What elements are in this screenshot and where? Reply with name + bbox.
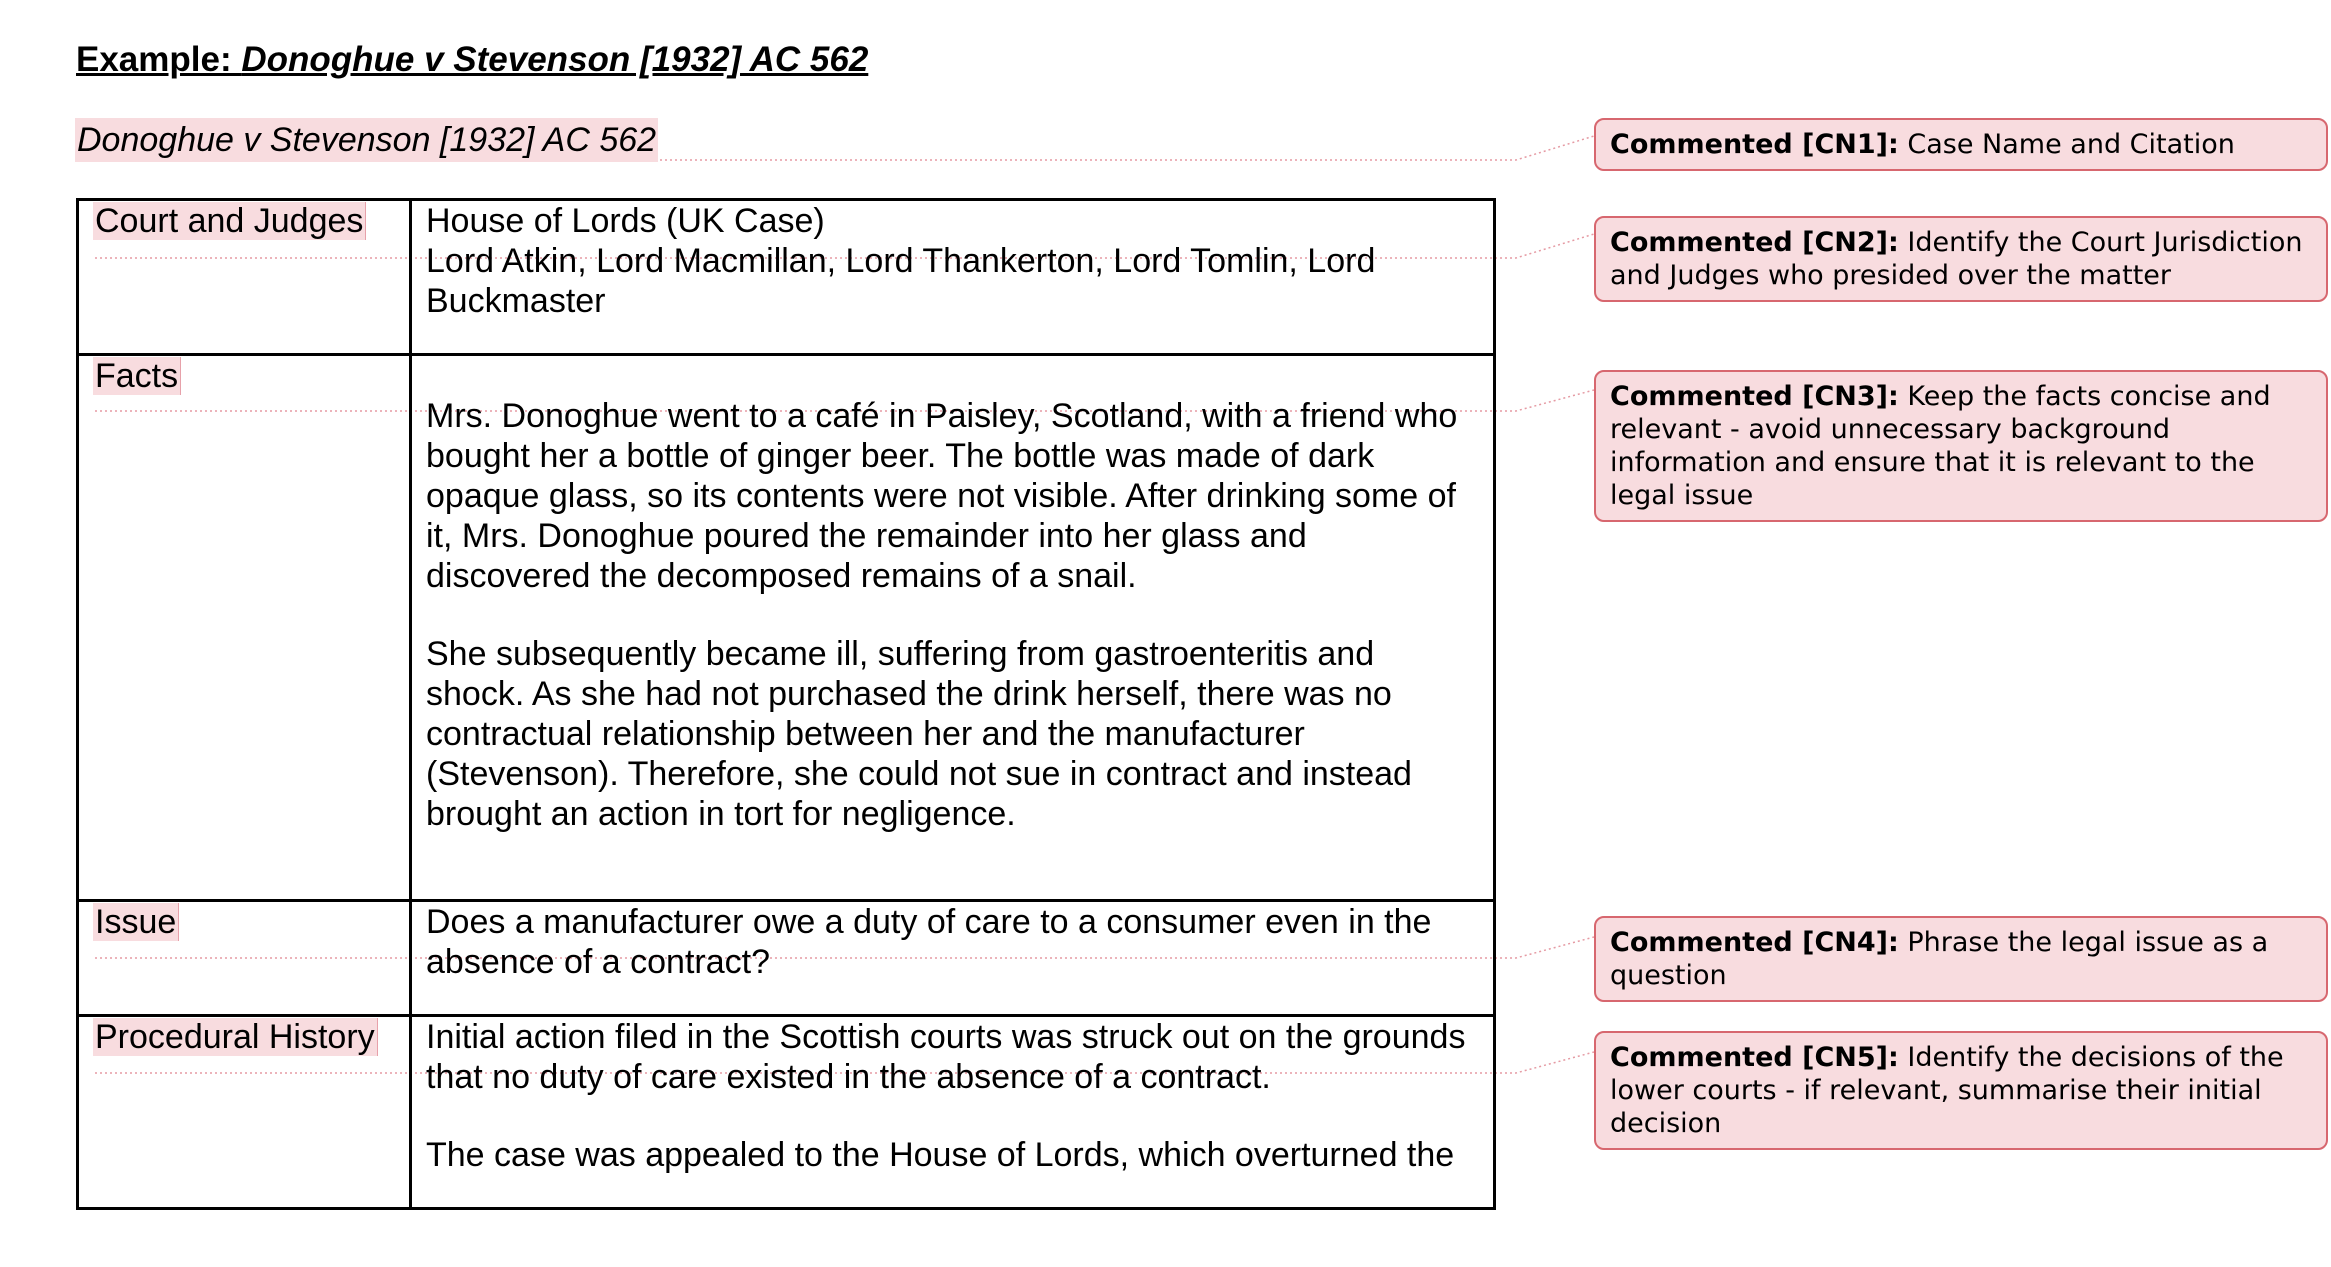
comment-tag: Commented [CN1]: xyxy=(1610,129,1899,160)
procedural-history-paragraph-1: Initial action filed in the Scottish courts was struck out on the grounds that no duty of care existed in the absence of a contract. xyxy=(426,1018,1466,1096)
procedural-history-label-cell xyxy=(78,1016,411,1209)
comment-cn2[interactable] xyxy=(1594,216,2328,302)
facts-paragraph-1: Mrs. Donoghue went to a café in Paisley, Scotland, with a friend who bought her a bottle of ginger beer. The bottle was made of dark opaque glass, so its contents were not visible. After drinking some of it, Mrs. Donoghue poured the remainder into her glass and discovered the decomposed remains of a snail. xyxy=(426,397,1458,595)
procedural-history-content-cell xyxy=(411,1016,1495,1209)
judges-text: Lord Atkin, Lord Macmillan, Lord Thankerton, Lord Tomlin, Lord Buckmaster xyxy=(426,242,1376,320)
row-court-judges xyxy=(78,200,1495,355)
comment-cn4[interactable] xyxy=(1594,916,2328,1002)
comment-tag: Commented [CN2]: xyxy=(1610,227,1899,258)
issue-label[interactable]: Issue xyxy=(93,903,179,941)
court-judges-label[interactable]: Court and Judges xyxy=(93,202,366,240)
comment-cn3[interactable] xyxy=(1594,370,2328,522)
heading-prefix: Example: xyxy=(76,40,242,79)
issue-text: Does a manufacturer owe a duty of care to a consumer even in the absence of a contract? xyxy=(426,903,1432,981)
row-procedural-history xyxy=(78,1016,1495,1209)
comment-tag: Commented [CN5]: xyxy=(1610,1042,1899,1073)
issue-label-cell xyxy=(78,901,411,1016)
comment-text: Identify the decisions of the lower courts - if relevant, summarise their initial decision xyxy=(1610,1042,2284,1139)
procedural-history-label[interactable]: Procedural History xyxy=(93,1018,378,1056)
comment-tag: Commented [CN3]: xyxy=(1610,381,1899,412)
facts-content-cell xyxy=(411,355,1495,901)
court-judges-content-cell xyxy=(411,200,1495,355)
document-heading xyxy=(76,36,868,84)
court-judges-label-cell xyxy=(78,200,411,355)
row-facts xyxy=(78,355,1495,901)
row-issue xyxy=(78,901,1495,1016)
comment-cn1[interactable] xyxy=(1594,118,2328,171)
case-brief-table xyxy=(76,198,1496,1210)
comment-text: Identify the Court Jurisdiction and Judges who presided over the matter xyxy=(1610,227,2303,291)
facts-label[interactable]: Facts xyxy=(93,357,181,395)
facts-label-cell xyxy=(78,355,411,901)
case-citation[interactable]: Donoghue v Stevenson [1932] AC 562 xyxy=(75,118,658,162)
comment-text: Phrase the legal issue as a question xyxy=(1610,927,2269,991)
comment-text: Case Name and Citation xyxy=(1907,129,2235,160)
comment-text: Keep the facts concise and relevant - avoid unnecessary background information and ensure that it is relevant to the legal issue xyxy=(1610,381,2271,511)
facts-paragraph-2: She subsequently became ill, suffering from gastroenteritis and shock. As she had not purchased the drink herself, there was no contractual relationship between her and the manufacturer (Stevenson). Therefore, she could not sue in contract and instead brought an action in tort for negligence. xyxy=(426,635,1412,833)
comment-tag: Commented [CN4]: xyxy=(1610,927,1899,958)
comment-cn5[interactable] xyxy=(1594,1031,2328,1150)
court-text: House of Lords (UK Case) xyxy=(426,202,825,240)
heading-case-name: Donoghue v Stevenson [1932] AC 562 xyxy=(241,40,869,79)
procedural-history-paragraph-2: The case was appealed to the House of Lords, which overturned the xyxy=(426,1136,1455,1174)
issue-content-cell xyxy=(411,901,1495,1016)
